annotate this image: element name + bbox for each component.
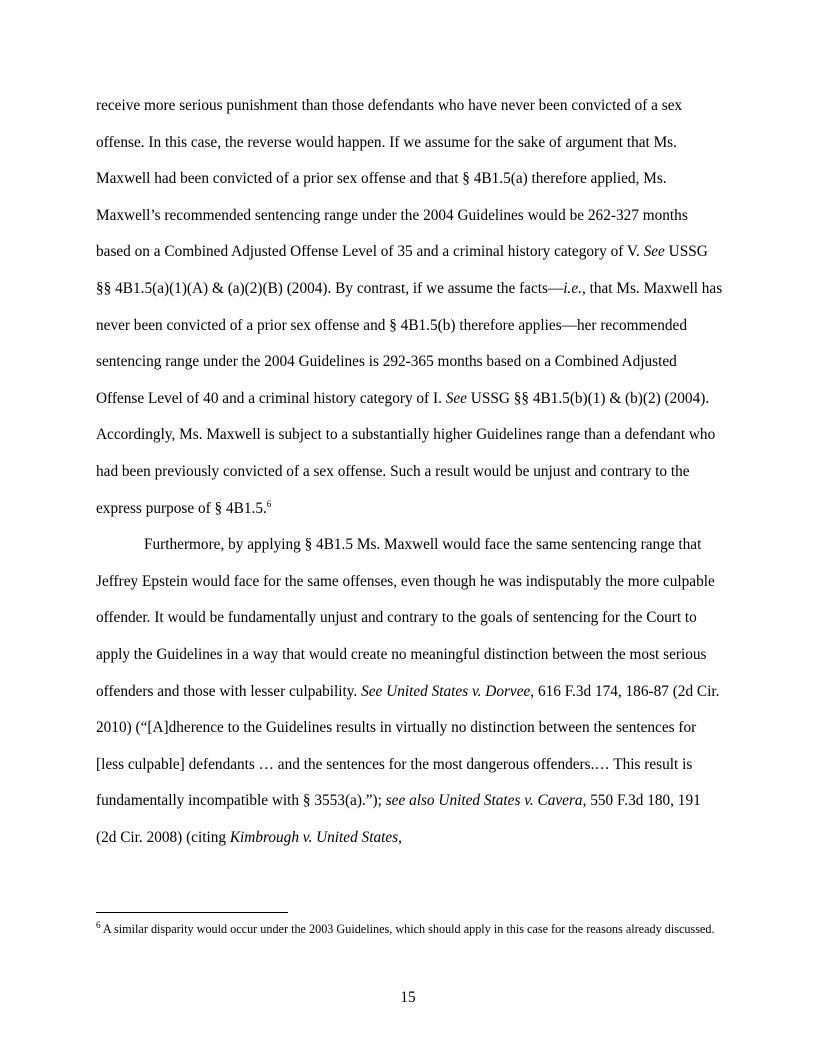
case-citation: Kimbrough v. United States	[229, 828, 399, 846]
body-text	[96, 88, 724, 856]
footnote-reference: 6	[266, 498, 272, 509]
page-number: 15	[400, 989, 416, 1006]
case-citation: see also United States v. Cavera	[385, 792, 583, 810]
text-run-italic: See	[445, 389, 467, 407]
text-run: , that Ms. Maxwell has never been convicted of a prior sex offense and § 4B1.5(b) therefore applies—her recommended sentencing range under the 2004 Guidelines is 292-365 months based on a Combined Adjusted Offense Level of 40 and a criminal history category of I.	[96, 279, 723, 407]
text-run: USSG §§ 4B1.5(b)(1) & (b)(2) (2004). Accordingly, Ms. Maxwell is subject to a substantially higher Guidelines range than a defendant who had been previously convicted of a sex offense. Such a result would be unjust and contrary to the express purpose of § 4B1.5.	[96, 389, 716, 517]
paragraph-2	[96, 527, 724, 856]
text-run: , 616 F.3d 174, 186-87 (2d Cir. 2010) (“[A]dherence to the Guidelines results in virtually no distinction between the sentences for [less culpable] defendants … and the sentences for the most dangerous offenders.… This result is fundamentally incompatible with § 3553(a).”);	[96, 682, 720, 810]
footnote-divider	[96, 912, 288, 913]
footnote	[96, 919, 724, 937]
text-run: USSG §§ 4B1.5(a)(1)(A) & (a)(2)(B) (2004). By contrast, if we assume the facts—	[96, 243, 708, 297]
text-run-italic: See	[643, 243, 665, 261]
text-run: Furthermore, by applying § 4B1.5 Ms. Maxwell would face the same sentencing range that Jeffrey Epstein would face for the same offenses, even though he was indisputably the more culpable offender. It would be fundamentally unjust and contrary to the goals of sentencing for the Court to apply the Guidelines in a way that would create no meaningful distinction between the most serious offenders and those with lesser culpability.	[96, 536, 715, 700]
paragraph-1	[96, 88, 724, 527]
case-citation: See United States v. Dorvee	[361, 682, 531, 700]
footnote-number: 6	[96, 919, 101, 930]
text-run: , 550 F.3d 180, 191 (2d Cir. 2008) (citing	[96, 792, 701, 846]
text-run: receive more serious punishment than those defendants who have never been convicted of a sex offense. In this case, the reverse would happen. If we assume for the sake of argument that Ms. Maxwell had been convicted of a prior sex offense and that § 4B1.5(a) therefore applied, Ms. Maxwell’s recommended sentencing range under the 2004 Guidelines would be 262-327 months based on a Combined Adjusted Offense Level of 35 and a criminal history category of V.	[96, 97, 688, 261]
footnote-text: A similar disparity would occur under the 2003 Guidelines, which should apply in this case for the reasons already discussed.	[100, 922, 715, 936]
text-run: ,	[398, 828, 402, 846]
text-run-italic: i.e.	[563, 279, 582, 297]
